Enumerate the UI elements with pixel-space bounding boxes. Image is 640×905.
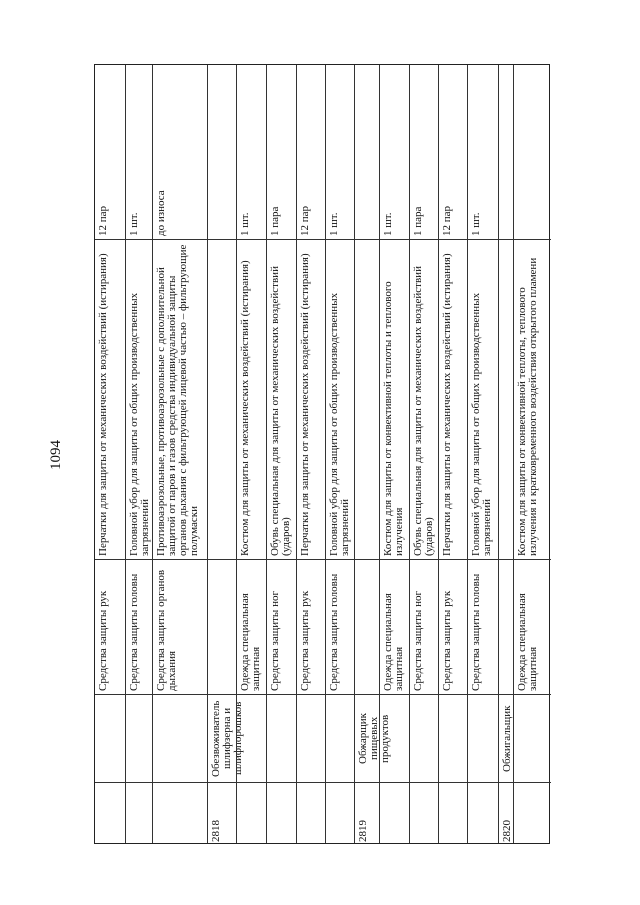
cell-description: Противоаэрозольные, противоаэрозольные с дополнительной защитой от паров и газов средства индивидуальной защиты органов дыхания с фильтрующей лицевой частью – фильтрующие полумаски xyxy=(153,240,207,560)
cell-description xyxy=(499,240,513,560)
cell-profession: Обезвоживатель шлифзерна и шлифпорошков xyxy=(208,695,236,783)
table-row xyxy=(467,65,498,843)
cell-description xyxy=(355,240,379,560)
cell-number xyxy=(514,783,551,845)
cell-norm: 1 шт. xyxy=(326,65,354,240)
cell-item: Средства защиты головы xyxy=(468,560,498,695)
cell-description xyxy=(208,240,236,560)
cell-description: Головной убор для защиты от общих производственных загрязнений xyxy=(326,240,354,560)
cell-norm: 1 пара xyxy=(410,65,438,240)
cell-number: 2818 xyxy=(210,820,222,842)
table-row xyxy=(236,65,266,843)
table-row xyxy=(498,65,513,843)
cell-profession xyxy=(95,695,125,783)
cell-profession xyxy=(126,695,152,783)
cell-number xyxy=(153,783,207,845)
cell-profession xyxy=(297,695,325,783)
cell-description: Обувь специальная для защиты от механических воздействий (ударов) xyxy=(267,240,296,560)
cell-number xyxy=(439,783,467,845)
cell-item: Средства защиты рук xyxy=(95,560,125,695)
cell-profession: Обжигальщик xyxy=(499,695,513,783)
cell-item: Средства защиты головы xyxy=(126,560,152,695)
cell-description: Костюм для защиты от конвективной теплоты и теплового излучения xyxy=(380,240,409,560)
cell-norm: 1 шт. xyxy=(237,65,266,240)
cell-profession xyxy=(380,695,409,783)
table-row xyxy=(207,65,244,843)
table-row xyxy=(409,65,438,843)
cell-description: Перчатки для защиты от механических воздействий (истирания) xyxy=(95,240,125,560)
cell-number xyxy=(126,783,152,845)
cell-norm: 1 пара xyxy=(267,65,296,240)
cell-profession xyxy=(514,695,551,783)
cell-norm: 12 пар xyxy=(439,65,467,240)
cell-number xyxy=(237,783,266,845)
cell-number xyxy=(468,783,498,845)
cell-item: Одежда специальная защитная xyxy=(380,560,409,695)
cell-item xyxy=(208,560,236,695)
cell-norm xyxy=(514,65,551,240)
cell-profession xyxy=(468,695,498,783)
table-row xyxy=(152,65,207,843)
cell-norm: до износа xyxy=(153,65,207,240)
cell-number xyxy=(95,783,125,845)
cell-norm xyxy=(355,65,379,240)
ppe-norms-table xyxy=(94,64,550,844)
cell-number xyxy=(297,783,325,845)
cell-profession: Обжарщик пищевых продуктов xyxy=(355,695,379,783)
table-row xyxy=(266,65,296,843)
cell-item xyxy=(499,560,513,695)
cell-profession xyxy=(439,695,467,783)
cell-description: Обувь специальная для защиты от механических воздействий (ударов) xyxy=(410,240,438,560)
cell-item: Средства защиты головы xyxy=(326,560,354,695)
table-row xyxy=(513,65,551,843)
cell-norm xyxy=(208,65,236,240)
page-number: 1094 xyxy=(48,440,64,470)
cell-description: Головной убор для защиты от общих производственных загрязнений xyxy=(468,240,498,560)
cell-norm: 1 шт. xyxy=(468,65,498,240)
cell-item: Одежда специальная защитная xyxy=(237,560,266,695)
cell-norm xyxy=(499,65,513,240)
cell-description: Костюм для защиты от механических воздействий (истирания) xyxy=(237,240,266,560)
cell-number xyxy=(326,783,354,845)
cell-item: Средства защиты ног xyxy=(410,560,438,695)
cell-item: Одежда специальная защитная xyxy=(514,560,551,695)
cell-profession xyxy=(267,695,296,783)
cell-item: Средства защиты рук xyxy=(297,560,325,695)
cell-item: Средства защиты органов дыхания xyxy=(153,560,207,695)
cell-norm: 12 пар xyxy=(95,65,125,240)
cell-profession xyxy=(153,695,207,783)
cell-number: 2820 xyxy=(501,820,513,842)
cell-description: Перчатки для защиты от механических воздействий (истирания) xyxy=(439,240,467,560)
cell-description: Головной убор для защиты от общих производственных загрязнений xyxy=(126,240,152,560)
table-row xyxy=(379,65,409,843)
table-row xyxy=(438,65,467,843)
cell-item: Средства защиты ног xyxy=(267,560,296,695)
table-row xyxy=(296,65,325,843)
cell-profession xyxy=(237,695,266,783)
cell-norm: 1 шт. xyxy=(380,65,409,240)
cell-number xyxy=(267,783,296,845)
table-row xyxy=(95,65,125,843)
cell-item xyxy=(355,560,379,695)
cell-profession xyxy=(326,695,354,783)
cell-description: Перчатки для защиты от механических воздействий (истирания) xyxy=(297,240,325,560)
cell-number xyxy=(410,783,438,845)
table-row xyxy=(125,65,152,843)
cell-item: Средства защиты рук xyxy=(439,560,467,695)
cell-description: Костюм для защиты от конвективной теплоты, теплового излучения и кратковременного воздействия открытого пламени xyxy=(514,240,551,560)
cell-number: 2819 xyxy=(357,820,369,842)
cell-norm: 12 пар xyxy=(297,65,325,240)
cell-profession xyxy=(410,695,438,783)
cell-norm: 1 шт. xyxy=(126,65,152,240)
cell-number xyxy=(380,783,409,845)
table-row xyxy=(325,65,354,843)
